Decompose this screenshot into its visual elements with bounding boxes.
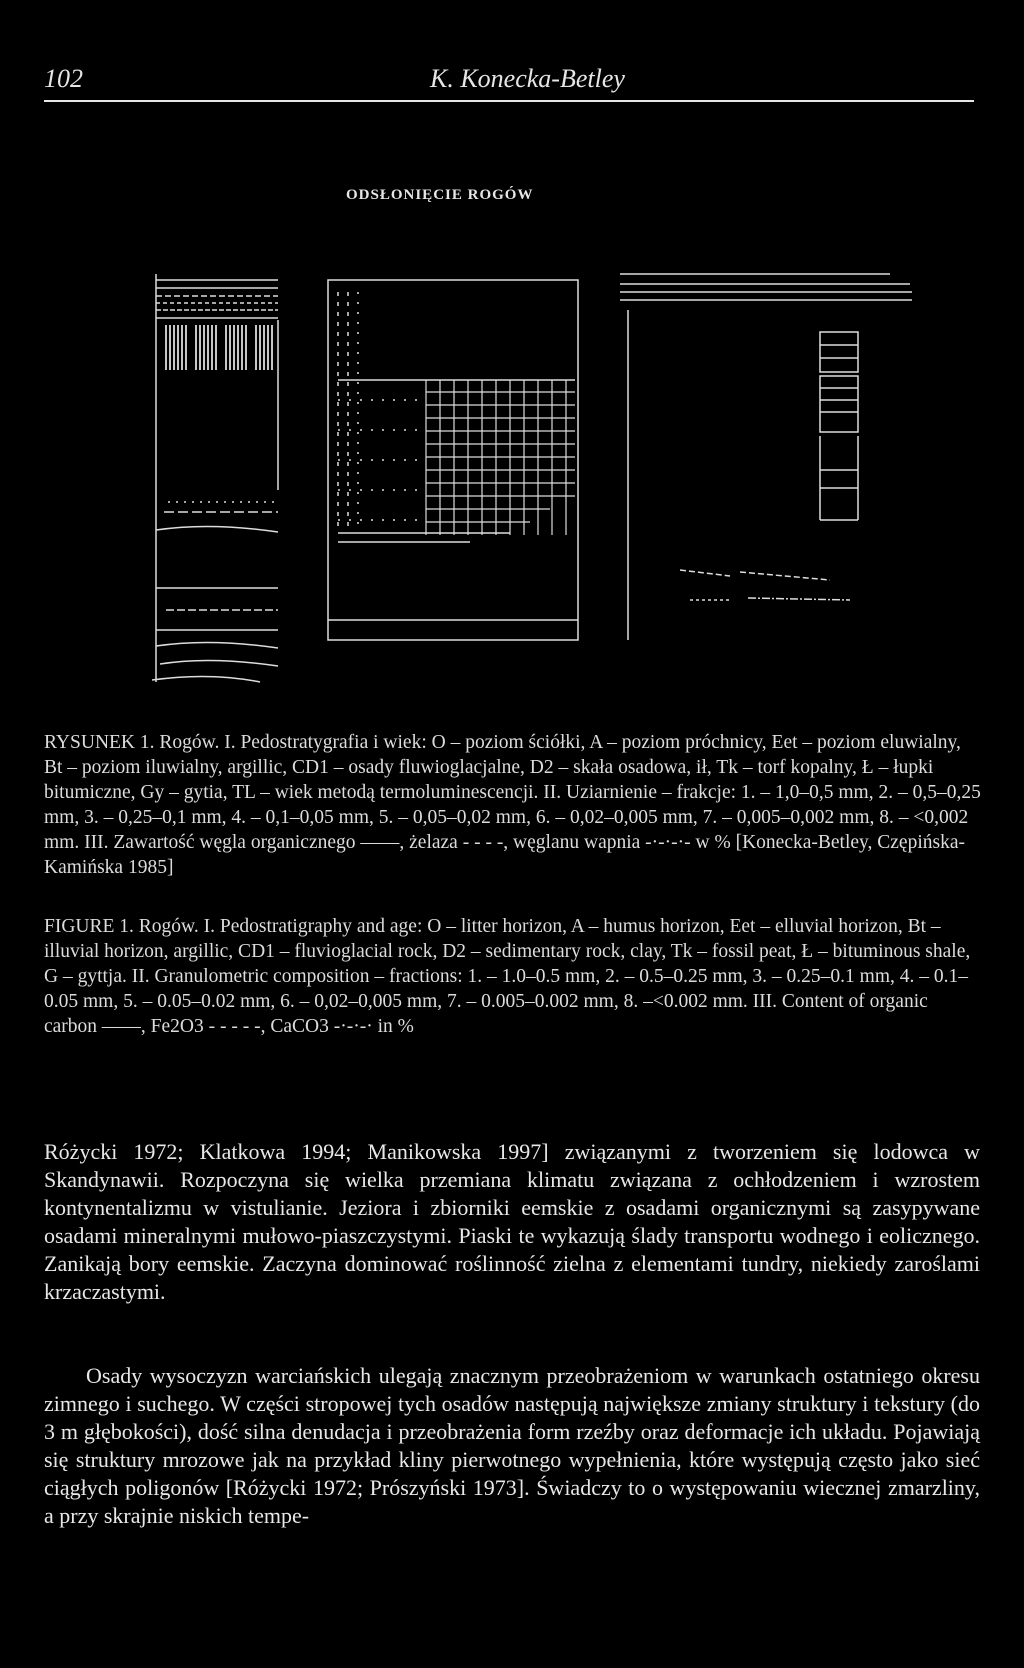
page-header (44, 64, 974, 104)
figure-caption-polish (44, 730, 984, 880)
header-rule (44, 100, 974, 102)
column-pedostratigraphy (152, 274, 278, 682)
figure-caption-english (44, 914, 984, 1039)
column-chemical-content (620, 274, 912, 640)
figure-diagram (150, 270, 920, 700)
body-paragraph: Różycki 1972; Klatkowa 1994; Manikowska 1997] związanymi z tworzeniem się lodowca w Skandynawii. Rozpoczyna się wielka przemiana klimatu związana z ochłodzeniem i wzrostem kontynentalizmu w vistulianie. Jeziora i zbiorniki eemskie z osadami organicznymi są zasypywane osadami mineralnymi mułowo-piaszczystymi. Piaski te wykazują ślady transportu wodnego i eolicznego. Zanikają bory eemskie. Zaczyna dominować roślinność zielna z elementami tundry, niekiedy zaroślami krzaczastymi. (44, 1139, 980, 1304)
column-granulometric (328, 280, 578, 640)
page-number: 102 (44, 64, 83, 93)
caption-polish-text: RYSUNEK 1. Rogów. I. Pedostratygrafia i wiek: O – poziom ściółki, A – poziom próchnicy, Eet – poziom eluwialny, Bt – poziom iluwialny, argillic, CD1 – osady fluwioglacjalne, D2 – skała osadowa, ił, Tk – torf kopalny, Ł – łupki bitumiczne, Gy – gytia, TL – wiek metodą termoluminescencji. II. Uziarnienie – frakcje: 1. – 1,0–0,5 mm, 2. – 0,5–0,25 mm, 3. – 0,25–0,1 mm, 4. – 0,1–0,05 mm, 5. – 0,05–0,02 mm, 6. – 0,02–0,005 mm, 7. – 0,005–0,002 mm, 8. – <0,002 mm. III. Zawartość węgla organicznego ——, żelaza - - - -, węglanu wapnia -·-·-·- w % [Konecka-Betley, Czępińska-Kamińska 1985] (44, 732, 986, 878)
running-head: K. Konecka-Betley (430, 64, 625, 93)
figure-title: ODSŁONIĘCIE ROGÓW (346, 187, 534, 203)
caption-english-text: FIGURE 1. Rogów. I. Pedostratigraphy and age: O – litter horizon, A – humus horizon, Eet – elluvial horizon, Bt – illuvial horizon, argillic, CD1 – fluvioglacial rock, D2 – sedimentary rock, clay, Tk – fossil peat, Ł – bituminous shale, G – gyttja. II. Granulometric composition – fractions: 1. – 1.0–0.5 mm, 2. – 0.5–0.25 mm, 3. – 0.25–0.1 mm, 4. – 0.1–0.05 mm, 5. – 0.05–0.02 mm, 6. – 0,02–0,005 mm, 7. – 0.005–0.002 mm, 8. –<0.002 mm. III. Content of organic carbon ——, Fe2O3 - - - - -, CaCO3 -·-·-· in % (44, 916, 976, 1037)
body-paragraph: Osady wysoczyzn warciańskich ulegają znacznym przeobrażeniom w warunkach ostatniego okresu zimnego i suchego. W części stropowej tych osadów następują największe zmiany struktury i tekstury (do 3 m głębokości), dość silna denudacja i przeobrażenia form rzeźby oraz deformacje ich układu. Pojawiają się struktury mrozowe jak na przykład kliny pierwotnego wypełnienia, które występują często jako sieć ciągłych poligonów [Różycki 1972; Prószyński 1973]. Świadczy to o występowaniu wiecznej zmarzliny, a przy skrajnie niskich tempe- (44, 1363, 980, 1528)
